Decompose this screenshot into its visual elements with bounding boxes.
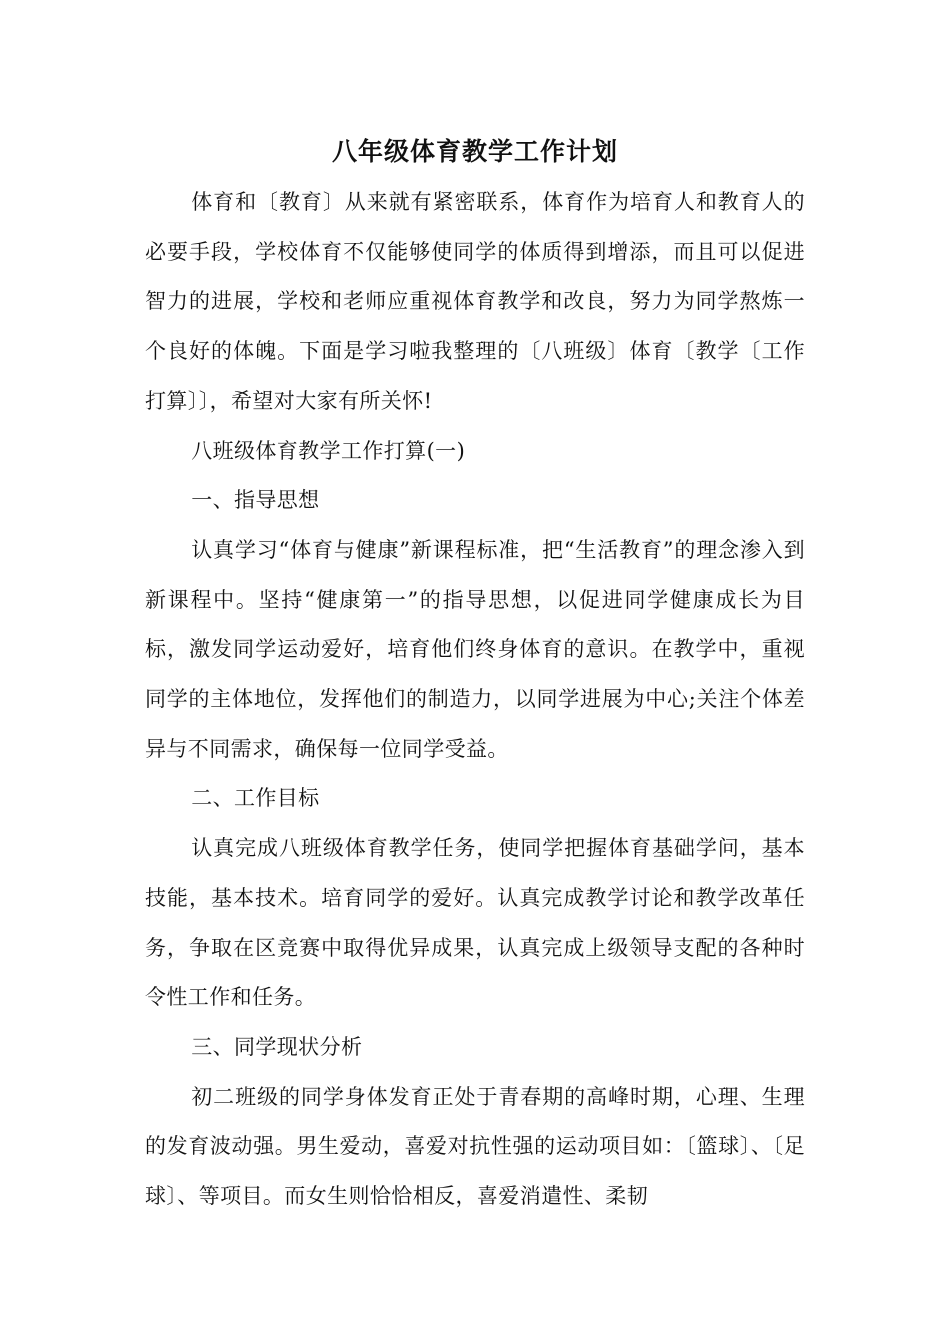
- section-heading-guiding-thought: 一、指导思想: [191, 488, 320, 513]
- section-body-student-analysis: 初二班级的同学身体发育正处于青春期的高峰时期，心理、生理的发育波动强。男生爱动，喜爱对抗性强的运动项目如：〔篮球〕、〔足球〕、等项目。而女生则恰恰相反，喜爱消遣性、柔韧: [145, 1084, 805, 1209]
- section-body-guiding-thought: 认真学习“体育与健康”新课程标准，把“生活教育”的理念渗入到新课程中。坚持“健康第一”的指导思想，以促进同学健康成长为目标，激发同学运动爱好，培育他们终身体育的意识。在教学中，重视同学的主体地位，发挥他们的制造力，以同学进展为中心;关注个体差异与不同需求，确保每一位同学受益。: [145, 537, 805, 761]
- document-page: [145, 128, 805, 1222]
- document-title: 八年级体育教学工作计划: [331, 137, 618, 166]
- section-body-work-goals: 认真完成八班级体育教学任务，使同学把握体育基础学问，基本技能，基本技术。培育同学的爱好。认真完成教学讨论和教学改革任务，争取在区竞赛中取得优异成果，认真完成上级领导支配的各种时令性工作和任务。: [145, 836, 805, 1010]
- section-heading-student-analysis: 三、同学现状分析: [191, 1034, 363, 1059]
- intro-paragraph: 体育和〔教育〕从来就有紧密联系，体育作为培育人和教育人的必要手段，学校体育不仅能够使同学的体质得到增添，而且可以促进智力的进展，学校和老师应重视体育教学和改良，努力为同学熬炼一个良好的体魄。下面是学习啦我整理的〔八班级〕体育〔教学〔工作打算〕〕，希望对大家有所关怀!: [145, 190, 805, 413]
- section-heading-work-goals: 二、工作目标: [191, 786, 320, 811]
- plan-title: 八班级体育教学工作打算(一): [191, 438, 466, 463]
